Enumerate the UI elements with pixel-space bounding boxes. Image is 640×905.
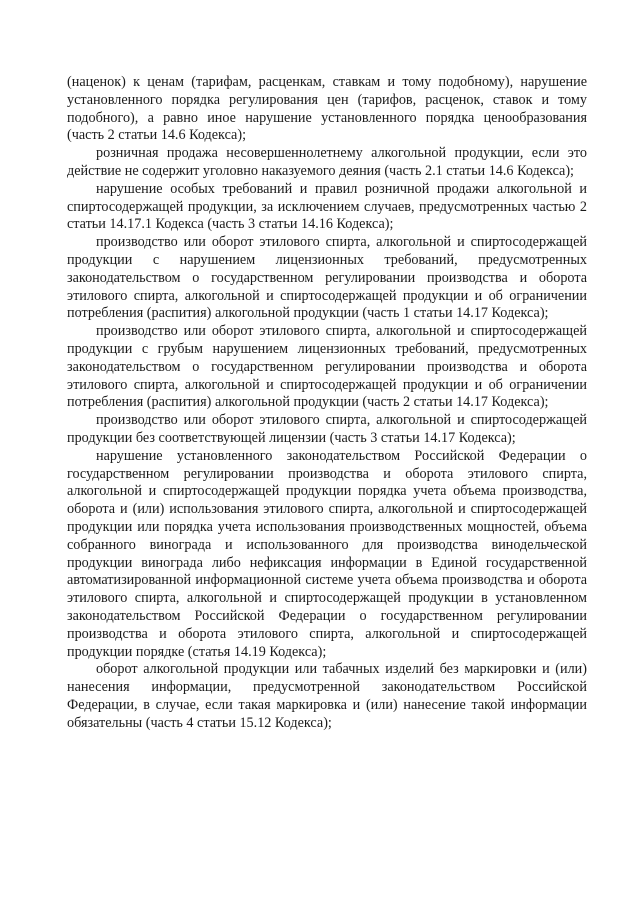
document-body (67, 74, 587, 732)
paragraph-8: оборот алкогольной продукции или табачных изделий без маркировки и (или) нанесения информации, предусмотренной законодательством Российской Федерации, в случае, если такая маркировка и (или) нанесение такой информации обязательны (часть 4 статьи 15.12 Кодекса); (67, 661, 587, 731)
paragraph-3: нарушение особых требований и правил розничной продажи алкогольной и спиртосодержащей продукции, за исключением случаев, предусмотренных частью 2 статьи 14.17.1 Кодекса (часть 3 статьи 14.16 Кодекса); (67, 180, 587, 233)
paragraph-5: производство или оборот этилового спирта, алкогольной и спиртосодержащей продукции с грубым нарушением лицензионных требований, предусмотренных законодательством о государственном регулировании производства и оборота этилового спирта, алкогольной и спиртосодержащей продукции и об ограничении потребления (распития) алкогольной продукции (часть 2 статьи 14.17 Кодекса); (67, 323, 587, 411)
paragraph-2: розничная продажа несовершеннолетнему алкогольной продукции, если это действие не содержит уголовно наказуемого деяния (часть 2.1 статьи 14.6 Кодекса); (67, 145, 587, 179)
paragraph-1: (наценок) к ценам (тарифам, расценкам, ставкам и тому подобному), нарушение установленного порядка регулирования цен (тарифов, расценок, ставок и тому подобного), а равно иное нарушение установленного порядка ценообразования (часть 2 статьи 14.6 Кодекса); (67, 74, 587, 144)
paragraph-7: нарушение установленного законодательством Российской Федерации о государственном регулировании производства и оборота этилового спирта, алкогольной и спиртосодержащей продукции порядка учета объема производства, оборота и (или) использования этилового спирта, алкогольной и спиртосодержащей продукции или порядка учета использования производственных мощностей, объема собранного винограда и использованного для производства винодельческой продукции винограда либо нефиксация информации в Единой государственной автоматизированной информационной системе учета объема производства и оборота этилового спирта, алкогольной и спиртосодержащей продукции в установленном законодательством Российской Федерации о государственном регулировании производства и оборота этилового спирта, алкогольной и спиртосодержащей продукции порядке (статья 14.19 Кодекса); (67, 447, 587, 660)
paragraph-4: производство или оборот этилового спирта, алкогольной и спиртосодержащей продукции с нарушением лицензионных требований, предусмотренных законодательством о государственном регулировании производства и оборота этилового спирта, алкогольной и спиртосодержащей продукции и об ограничении потребления (распития) алкогольной продукции (часть 1 статьи 14.17 Кодекса); (67, 234, 587, 322)
paragraph-6: производство или оборот этилового спирта, алкогольной и спиртосодержащей продукции без соответствующей лицензии (часть 3 статьи 14.17 Кодекса); (67, 412, 587, 446)
